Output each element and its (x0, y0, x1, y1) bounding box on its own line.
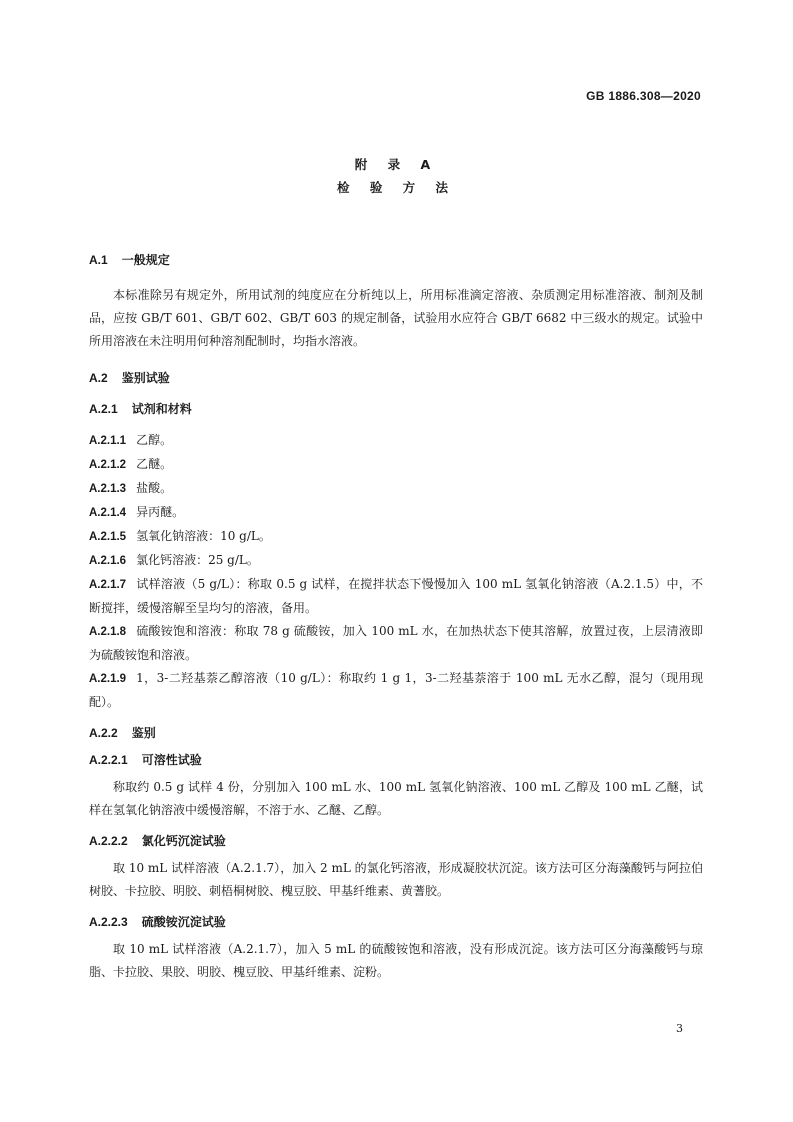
section-title: 一般规定 (121, 253, 170, 267)
section-heading-a221 (89, 751, 703, 768)
item-text: 乙醇。 (136, 433, 173, 447)
item-text: 1，3-二羟基萘乙醇溶液（10 g/L）：称取约 1 g 1，3-二羟基萘溶于 100 mL 无水乙醇，混匀（现用现配）。 (89, 671, 703, 709)
paragraph-a223: 取 10 mL 试样溶液（A.2.1.7），加入 5 mL 的硫酸铵饱和溶液，没有形成沉淀。该方法可区分海藻酸钙与琼脂、卡拉胶、果胶、明胶、槐豆胶、甲基纤维素、淀粉。 (89, 942, 703, 979)
list-item (89, 573, 703, 620)
list-item (89, 453, 703, 477)
section-heading-a222 (89, 832, 703, 849)
section-heading-a2 (89, 369, 703, 386)
annex-title: 检 验 方 法 (336, 180, 457, 195)
page-number: 3 (676, 1022, 683, 1035)
item-text: 乙醚。 (136, 457, 173, 471)
item-text: 盐酸。 (136, 481, 173, 495)
reagent-list (89, 429, 703, 714)
item-number: A.2.1.7 (89, 579, 127, 591)
list-item (89, 525, 703, 549)
item-number: A.2.1.6 (89, 555, 127, 567)
item-number: A.2.1.4 (89, 507, 127, 519)
annex-label: 附 录 A (354, 157, 439, 172)
item-number: A.2.1.8 (89, 626, 127, 638)
section-title: 氯化钙沉淀试验 (141, 834, 226, 848)
list-item (89, 549, 703, 573)
document-body (89, 251, 703, 984)
section-heading-a21 (89, 400, 703, 417)
list-item (89, 620, 703, 667)
item-text: 硫酸铵饱和溶液：称取 78 g 硫酸铵，加入 100 mL 水，在加热状态下使其溶解，放置过夜，上层清液即为硫酸铵饱和溶液。 (89, 624, 703, 662)
paragraph-a222: 取 10 mL 试样溶液（A.2.1.7），加入 2 mL 的氯化钙溶液，形成凝胶状沉淀。该方法可区分海藻酸钙与阿拉伯树胶、卡拉胶、明胶、刺梧桐树胶、槐豆胶、甲基纤维素、黄蓍胶。 (89, 861, 703, 898)
item-text: 试样溶液（5 g/L）：称取 0.5 g 试样，在搅拌状态下慢慢加入 100 mL 氢氧化钠溶液（A.2.1.5）中，不断搅拌，缓慢溶解至呈均匀的溶液，备用。 (89, 577, 703, 615)
standard-code: GB 1886.308—2020 (586, 89, 701, 103)
section-title: 硫酸铵沉淀试验 (141, 915, 226, 929)
section-heading-a22 (89, 724, 703, 741)
item-text: 氯化钙溶液：25 g/L。 (136, 553, 259, 567)
section-number: A.2 (89, 371, 108, 385)
section-number: A.2.2.1 (89, 753, 128, 767)
list-item (89, 667, 703, 714)
list-item (89, 501, 703, 525)
item-number: A.2.1.3 (89, 483, 127, 495)
section-title: 可溶性试验 (141, 753, 202, 767)
item-text: 氢氧化钠溶液：10 g/L。 (136, 529, 271, 543)
section-title: 试剂和材料 (131, 402, 192, 416)
section-number: A.1 (89, 253, 108, 267)
section-number: A.2.2 (89, 726, 118, 740)
section-title: 鉴别 (131, 726, 156, 740)
item-number: A.2.1.2 (89, 459, 127, 471)
section-heading-a1 (89, 251, 703, 268)
item-number: A.2.1.5 (89, 531, 127, 543)
list-item (89, 477, 703, 501)
paragraph-a1: 本标准除另有规定外，所用试剂的纯度应在分析纯以上，所用标准滴定溶液、杂质测定用标准溶液、制剂及制品，应按 GB/T 601、GB/T 602、GB/T 603 的规定制备，试验用水应符合 GB/T 6682 中三级水的规定。试验中所用溶液在未注明用何种溶剂配制时，均指水溶液。 (89, 288, 703, 348)
section-number: A.2.1 (89, 402, 118, 416)
section-number: A.2.2.2 (89, 834, 128, 848)
item-number: A.2.1.9 (89, 673, 127, 685)
section-title: 鉴别试验 (121, 371, 170, 385)
item-number: A.2.1.1 (89, 435, 127, 447)
item-text: 异丙醚。 (136, 505, 185, 519)
paragraph-a221: 称取约 0.5 g 试样 4 份，分别加入 100 mL 水、100 mL 氢氧化钠溶液、100 mL 乙醇及 100 mL 乙醚，试样在氢氧化钠溶液中缓慢溶解，不溶于水、乙醚、乙醇。 (89, 780, 703, 817)
section-heading-a223 (89, 913, 703, 930)
list-item (89, 429, 703, 453)
section-number: A.2.2.3 (89, 915, 128, 929)
